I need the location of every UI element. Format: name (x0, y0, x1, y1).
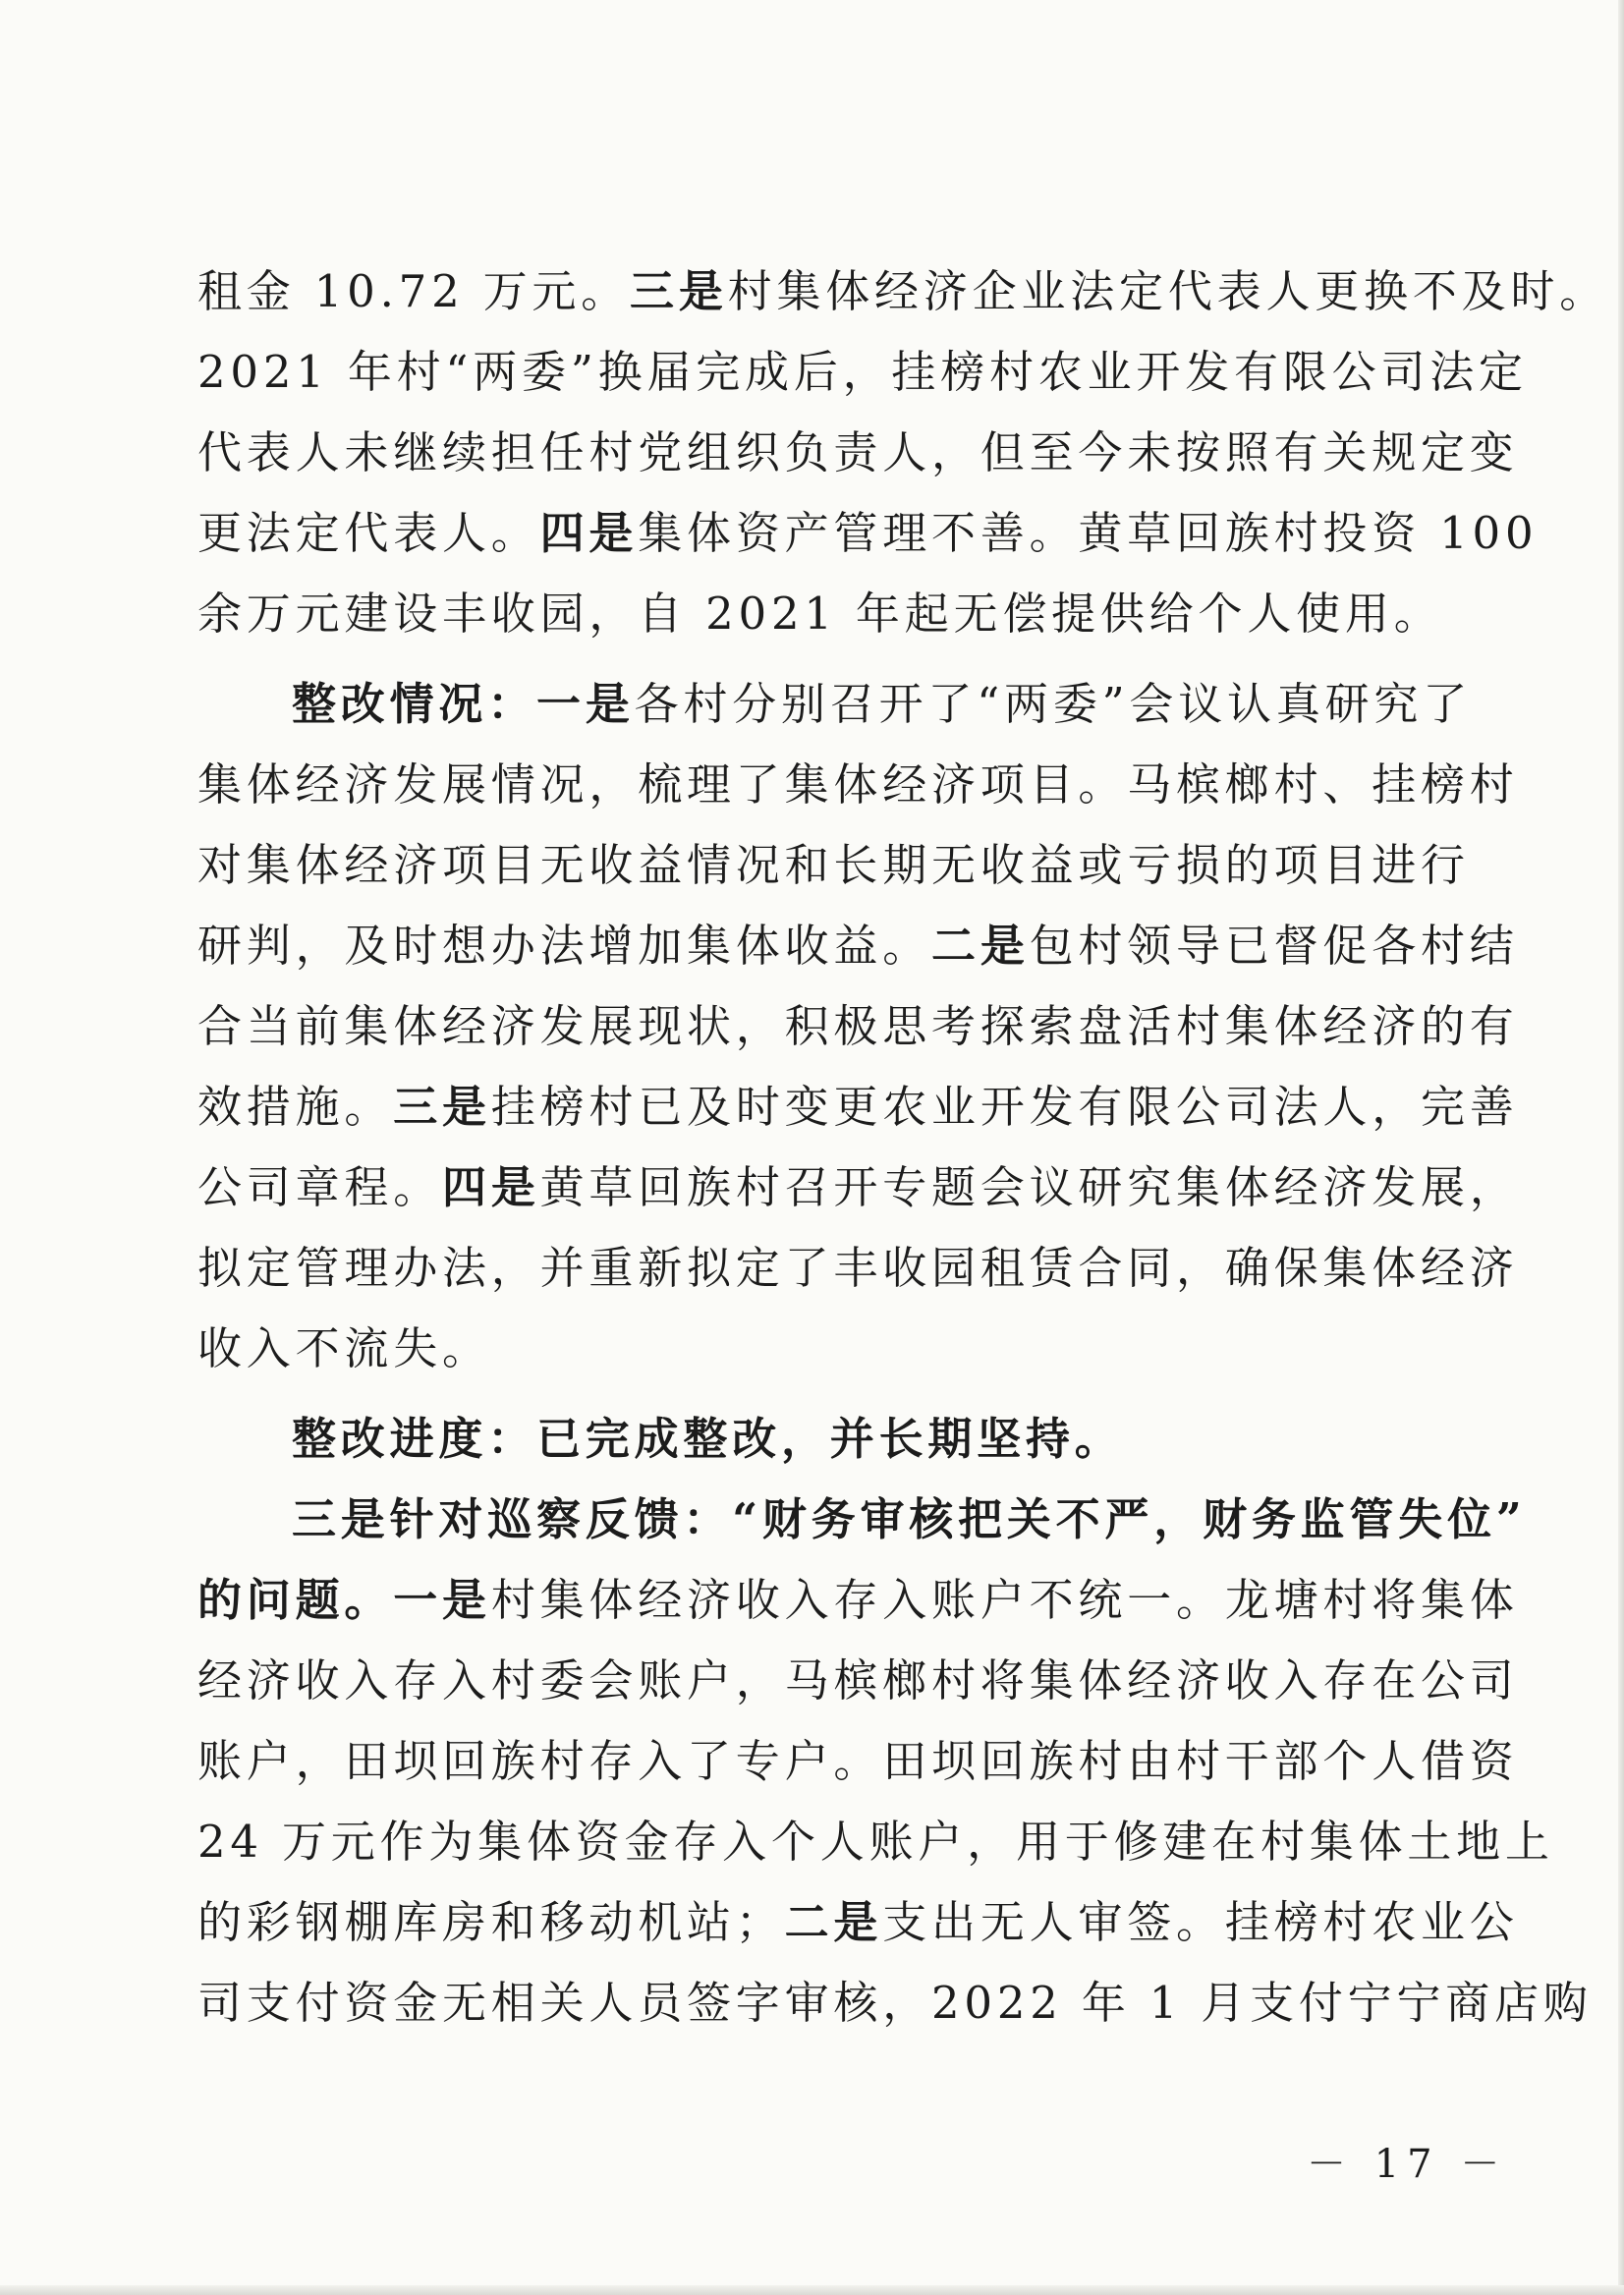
text-line (197, 745, 1519, 825)
text-line (197, 413, 1519, 493)
text-run: 账户，田坝回族村存入了专户。田坝回族村由村干部个人借资 (197, 1735, 1519, 1787)
text-run: 公司章程。 (197, 1161, 443, 1213)
text-run: 研判，及时想办法增加集体收益。 (197, 920, 932, 972)
text-run: 黄草回族村召开专题会议研究集体经济发展， (539, 1161, 1519, 1213)
bold-text-run: 四是 (442, 1161, 540, 1213)
text-run: 收入不流失。 (197, 1322, 491, 1374)
text-run: 拟定管理办法，并重新拟定了丰收园租赁合同，确保集体经济 (197, 1242, 1519, 1294)
text-run: 村集体经济企业法定代表人更换不及时。 (727, 265, 1609, 317)
text-line (197, 1148, 1519, 1228)
text-line (197, 664, 1473, 745)
bold-text-run: 二是 (784, 1896, 883, 1948)
scan-edge-bottom (0, 2285, 1624, 2295)
text-run: 挂榜村已及时变更农业开发有限公司法人，完善 (490, 1081, 1519, 1133)
text-line (197, 1721, 1519, 1802)
bold-text-run: 三是 (393, 1081, 491, 1133)
bold-text-run: 三是针对巡察反馈：“财务审核把关不严，财务监管失位” (292, 1493, 1527, 1545)
text-run: 集体资产管理不善。黄草回族村投资 100 (638, 507, 1539, 559)
bold-text-run: 三是 (630, 265, 728, 317)
text-run: 的彩钢棚库房和移动机站； (197, 1896, 785, 1948)
text-run: 经济收入存入村委会账户，马槟榔村将集体经济收入存在公司 (197, 1654, 1519, 1707)
text-run: 合当前集体经济发展现状，积极思考探索盘活村集体经济的有 (197, 1000, 1519, 1052)
text-run: 对集体经济项目无收益情况和长期无收益或亏损的项目进行 (197, 839, 1470, 891)
text-line (197, 332, 1528, 413)
text-line (197, 1882, 1519, 1963)
text-run: 集体经济发展情况，梳理了集体经济项目。马槟榔村、挂榜村 (197, 758, 1519, 811)
text-line (197, 1641, 1519, 1721)
text-line (197, 906, 1519, 986)
bold-text-run: 整改进度：已完成整改，并长期坚持。 (292, 1413, 1124, 1465)
bold-text-run: 一是 (536, 678, 635, 730)
text-line (197, 1067, 1519, 1148)
bold-text-run: 二是 (931, 920, 1030, 972)
text-run: 村集体经济收入存入账户不统一。龙塘村将集体 (490, 1574, 1519, 1626)
text-run: 司支付资金无相关人员签字审核，2022 年 1 月支付宁宁商店购 (197, 1977, 1593, 2029)
text-line (197, 1399, 1396, 1480)
bold-text-run: 四是 (539, 507, 639, 559)
text-run: 各村分别召开了“两委”会议认真研究了 (634, 678, 1473, 730)
text-line (197, 1963, 1593, 2043)
scan-edge-right (1618, 0, 1624, 2295)
text-run: 租金 10.72 万元。 (197, 265, 631, 317)
text-line (197, 1309, 1396, 1389)
text-run: 效措施。 (197, 1081, 394, 1133)
text-line (197, 493, 1539, 574)
bold-text-run: 整改情况： (292, 678, 537, 730)
bold-text-run: 的问题。 (197, 1574, 394, 1626)
text-line (197, 1560, 1519, 1641)
bold-text-run: 一是 (393, 1574, 491, 1626)
text-line (197, 986, 1519, 1067)
text-run: 2021 年村“两委”换届完成后，挂榜村农业开发有限公司法定 (197, 346, 1528, 398)
page-number: － 17 － (1307, 2142, 1508, 2187)
text-line (197, 1802, 1554, 1882)
text-run: 代表人未继续担任村党组织负责人，但至今未按照有关规定变 (197, 426, 1519, 478)
text-line (197, 825, 1470, 906)
text-line (197, 1480, 1527, 1560)
body-text (197, 252, 1609, 2043)
text-run: 支出无人审签。挂榜村农业公 (882, 1896, 1519, 1948)
text-line (197, 252, 1609, 332)
text-line (197, 1228, 1519, 1309)
text-run: 更法定代表人。 (197, 507, 540, 559)
text-run: 余万元建设丰收园，自 2021 年起无偿提供给个人使用。 (197, 588, 1443, 640)
text-line (197, 574, 1443, 654)
text-run: 包村领导已督促各村结 (1029, 920, 1519, 972)
text-run: 24 万元作为集体资金存入个人账户，用于修建在村集体土地上 (197, 1816, 1554, 1868)
